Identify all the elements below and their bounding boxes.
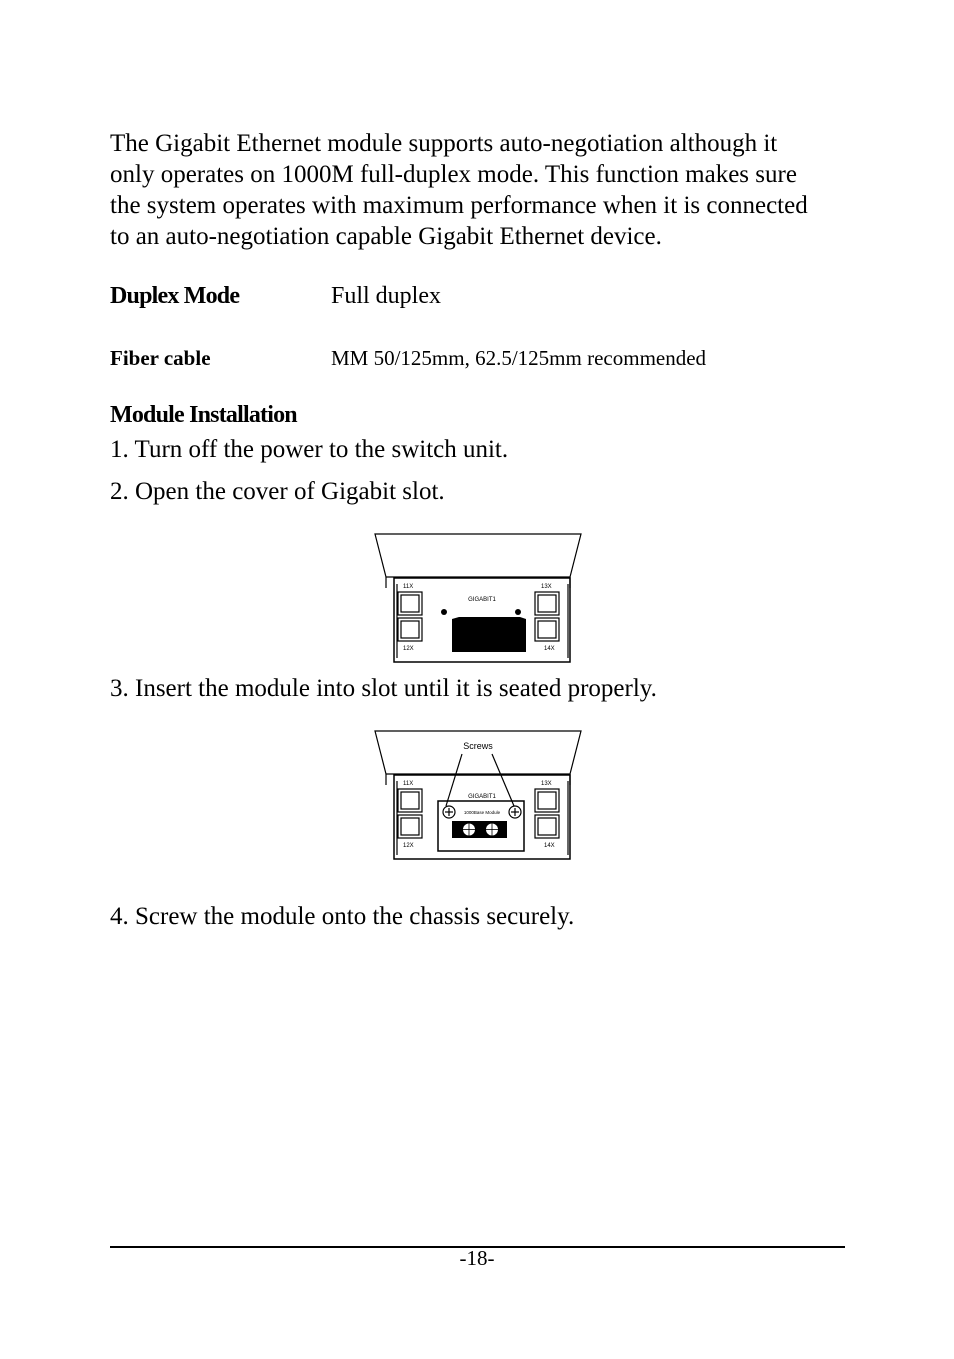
module-inserted-diagram <box>372 729 584 863</box>
port-label-12x: 12X <box>403 646 414 652</box>
step-4: 4. Screw the module onto the chassis securely. <box>110 903 575 930</box>
duplex-mode-label: Duplex Mode <box>110 283 240 309</box>
open-slot-diagram <box>372 532 584 666</box>
intro-paragraph <box>110 128 840 252</box>
page-number: -18- <box>459 1246 495 1270</box>
fiber-connector <box>452 821 507 838</box>
screws-callout: Screws <box>463 741 493 751</box>
fiber-cable-label: Fiber cable <box>110 346 211 370</box>
intro-line: The Gigabit Ethernet module supports auto-negotiation although it <box>110 130 778 157</box>
intro-line: to an auto-negotiation capable Gigabit Ethernet device. <box>110 223 662 250</box>
module-installation-heading: Module Installation <box>110 402 297 428</box>
intro-line: only operates on 1000M full-duplex mode. This function makes sure <box>110 161 797 188</box>
chassis-top-panel <box>375 731 581 774</box>
callout-line-left <box>446 754 462 806</box>
intro-line: the system operates with maximum performance when it is connected <box>110 192 808 219</box>
slot-label: GIGABIT1 <box>468 794 496 800</box>
port-label-14x: 14X <box>544 843 555 849</box>
port-label-11x: 11X <box>403 584 414 590</box>
port-label-14x: 14X <box>544 646 555 652</box>
module-label: 1000Base Module <box>463 810 501 815</box>
slot-screw-hole-left <box>441 609 447 615</box>
port-label-12x: 12X <box>403 843 414 849</box>
open-gigabit-slot <box>452 617 526 652</box>
step-3: 3. Insert the module into slot until it is seated properly. <box>110 675 657 702</box>
port-label-13x: 13X <box>541 781 552 787</box>
port-label-13x: 13X <box>541 584 552 590</box>
step-1: 1. Turn off the power to the switch unit. <box>110 436 509 463</box>
chassis-top-panel <box>375 534 581 577</box>
step-2: 2. Open the cover of Gigabit slot. <box>110 478 445 505</box>
slot-screw-hole-right <box>515 609 521 615</box>
fiber-cable-value: MM 50/125mm, 62.5/125mm recommended <box>331 346 707 370</box>
duplex-mode-value: Full duplex <box>331 283 442 309</box>
port-label-11x: 11X <box>403 781 414 787</box>
slot-label: GIGABIT1 <box>468 597 496 603</box>
